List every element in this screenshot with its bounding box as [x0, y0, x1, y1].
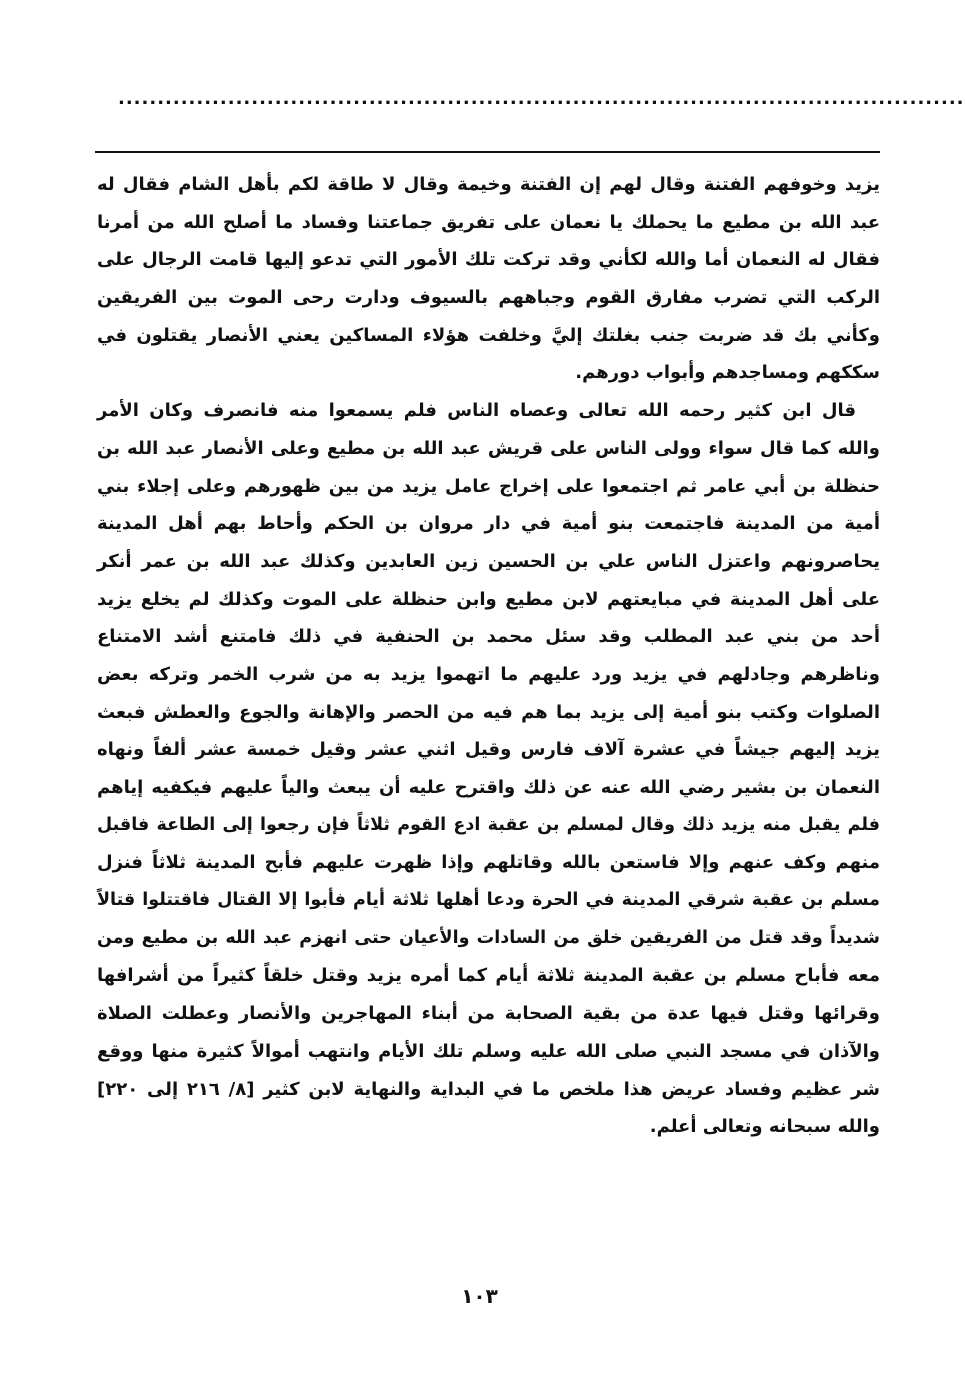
text-line: سككهم ومساجدهم وأبواب دورهم. — [575, 362, 880, 384]
header-rule — [95, 151, 880, 153]
text-line: يزيد وخوفهم الفتنة وقال لهم إن الفتنة وخيمة وقال لا طاقة لكم بأهل الشام فقال له — [97, 174, 880, 195]
text-line: وكأني بك قد ضربت جنب بغلتك إليَّ وخلفت هؤلاء المساكين يعني الأنصار يقتلون في — [97, 324, 880, 346]
text-line: الصلوات وكتب بنو أمية إلى يزيد بما هم فيه من الحصر والإهانة والجوع والعطش فبعث — [97, 701, 880, 723]
text-line: الركب التي تضرب مفارق القوم وجباههم بالسيوف ودارت رحى الموت بين الفريقين — [97, 287, 880, 309]
text-line: والله كما قال سواء وولى الناس على قريش عبد الله بن مطيع وعلى الأنصار عبد الله بن — [97, 437, 880, 459]
text-line: يزيد إليهم جيشاً في عشرة آلاف فارس وقيل اثني عشر وقيل خمسة عشر ألفاً ونهاه — [97, 739, 880, 761]
text-line: منهم وكف عنهم وإلا فاستعن بالله وقاتلهم وإذا ظهرت عليهم فأبح المدينة ثلاثاً فنزل — [97, 852, 880, 874]
page-number: ١٠٣ — [461, 1284, 498, 1308]
text-line: فقال له النعمان أما والله لكأني وقد تركت تلك الأمور التي تدعو إليها قامت الرجال على — [97, 249, 880, 271]
text-line: أحد من بني عبد المطلب وقد سئل محمد بن الحنفية في ذلك فامتنع أشد الامتناع — [97, 626, 880, 648]
text-line: يحاصرونهم واعتزل الناس علي بن الحسين زين العابدين وكذلك عبد الله بن عمر أنكر — [97, 550, 880, 572]
text-line: شر عظيم وفساد عريض هذا ملخص ما في البداية والنهاية لابن كثير [٨/ ٢١٦ إلى ٢٢٠] — [97, 1078, 880, 1100]
text-line: أمية من المدينة فاجتمعت بنو أمية في دار مروان بن الحكم وأحاط بهم أهل المدينة — [97, 513, 880, 535]
page-body — [97, 166, 880, 1146]
text-line: وقرائها وقتل فيها عدة من بقية الصحابة من أبناء المهاجرين والأنصار وعطلت الصلاة — [97, 1003, 880, 1025]
text-line: قال ابن كثير رحمه الله تعالى وعصاه الناس فلم يسمعوا منه فانصرف وكان الأمر — [97, 400, 856, 422]
text-line: معه فأباح مسلم بن عقبة المدينة ثلاثة أيام كما أمره يزيد وقتل خلقاً كثيراً من أشرافها — [97, 965, 880, 987]
text-line: على أهل المدينة في مبايعتهم لابن مطيع وابن حنظلة على الموت وكذلك لم يخلع يزيد — [97, 588, 880, 610]
text-line: شديداً وقد قتل من الفريقين خلق من السادات والأعيان حتى انهزم عبد الله بن مطيع ومن — [97, 927, 880, 948]
text-line: النعمان بن بشير رضي الله عنه عن ذلك واقترح عليه أن يبعث والياً عليهم فيكفيه إياهم — [97, 777, 880, 798]
text-line: فلم يقبل منه يزيد ذلك وقال لمسلم بن عقبة ادع القوم ثلاثاً فإن رجعوا إلى الطاعة فاقبل — [97, 814, 880, 835]
text-line: والله سبحانه وتعالى أعلم. — [649, 1116, 880, 1138]
header-dotted-line: ............................................................................................................ — [118, 88, 965, 109]
text-line: عبد الله بن مطيع ما يحملك يا نعمان على تفريق جماعتنا وفساد ما أصلح الله من أمرنا — [97, 211, 880, 233]
text-line: والآذان في مسجد النبي صلى الله عليه وسلم تلك الأيام وانتهب أموالاً كثيرة منها ووقع — [97, 1040, 880, 1062]
text-line: حنظلة بن أبي عامر ثم اجتمعوا على إخراج عامل يزيد من بين ظهورهم وعلى إجلاء بني — [97, 475, 880, 497]
text-line: وناظرهم وجادلهم في يزيد ورد عليهم ما اتهموا يزيد به من شرب الخمر وتركه بعض — [97, 663, 880, 685]
text-line: مسلم بن عقبة شرقي المدينة في الحرة ودعا أهلها ثلاثة أيام فأبوا إلا القتال فاقتتلوا قتالاً — [97, 890, 880, 911]
